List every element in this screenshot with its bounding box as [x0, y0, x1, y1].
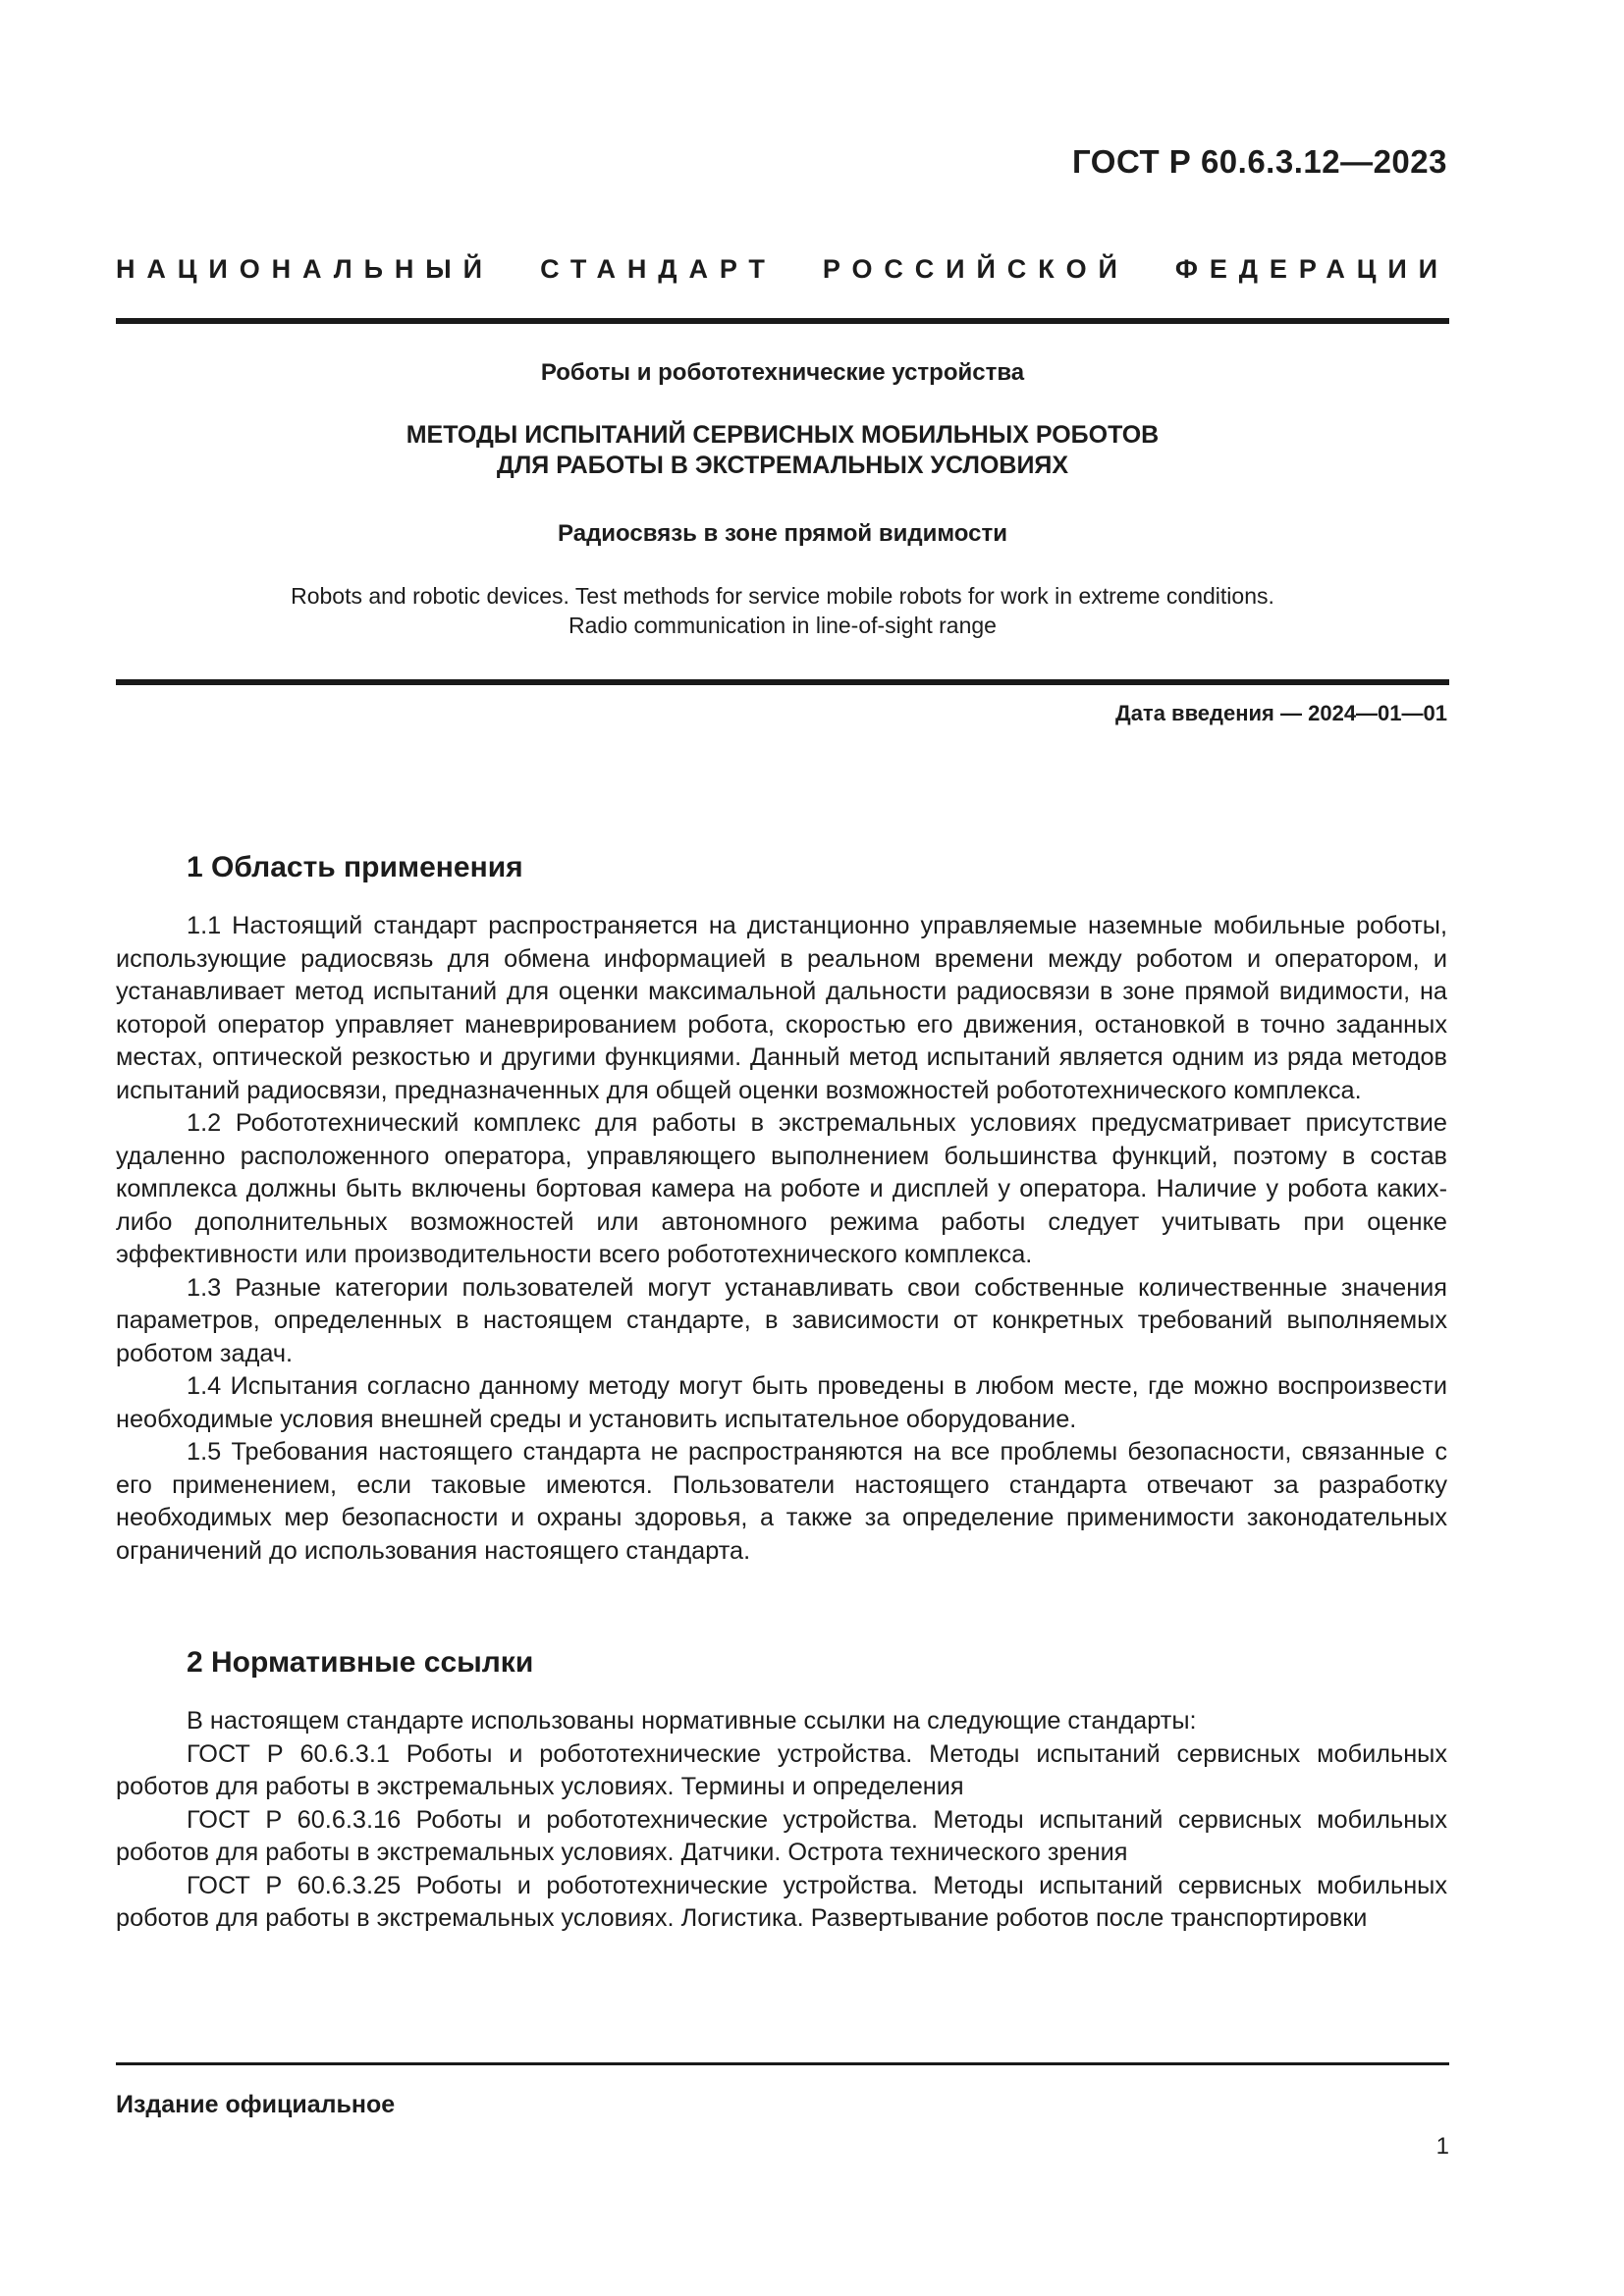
reference-item: ГОСТ Р 60.6.3.16 Роботы и робототехнические устройства. Методы испытаний сервисных мобильных роботов для работы в экстремальных условиях. Датчики. Острота технического зрения	[116, 1805, 1447, 1866]
reference-item: ГОСТ Р 60.6.3.1 Роботы и робототехнические устройства. Методы испытаний сервисных мобильных роботов для работы в экстремальных условиях. Термины и определения	[116, 1739, 1447, 1800]
subtitle: Радиосвязь в зоне прямой видимости	[558, 520, 1007, 547]
main-title	[116, 420, 1449, 481]
paragraph: 1.2 Робототехнический комплекс для работы в экстремальных условиях предусматривает присутствие удаленно расположенного оператора, управляющего выполнением большинства функций, поэтому в состав комплекса должны быть включены бортовая камера на роботе и дисплей у оператора. Наличие у робота каких-либо дополнительных возможностей или автономного режима работы следует учитывать при оценке эффективности или производительности всего робототехнического комплекса.	[116, 1109, 1447, 1268]
title-rule	[116, 679, 1449, 685]
reference-item: ГОСТ Р 60.6.3.25 Роботы и робототехнические устройства. Методы испытаний сервисных мобильных роботов для работы в экстремальных условиях. Логистика. Развертывание роботов после транспортировки	[116, 1871, 1447, 1932]
paragraph: 1.3 Разные категории пользователей могут устанавливать свои собственные количественные значения параметров, определенных в настоящем стандарте, в зависимости от конкретных требований выполняемых роботом задач.	[116, 1273, 1447, 1367]
footer-rule	[116, 2062, 1449, 2065]
english-title	[116, 581, 1449, 640]
english-title-line-2: Radio communication in line-of-sight range	[568, 613, 997, 638]
section-heading-references: 2 Нормативные ссылки	[187, 1646, 534, 1679]
header-rule	[116, 318, 1449, 324]
page-number: 1	[1435, 2133, 1449, 2160]
english-title-line-1: Robots and robotic devices. Test methods for service mobile robots for work in extreme conditions.	[291, 583, 1274, 609]
section-body-scope	[116, 910, 1447, 1568]
paragraph: 1.1 Настоящий стандарт распространяется на дистанционно управляемые наземные мобильные роботы, использующие радиосвязь для обмена информацией в реальном времени между роботом и оператором, и устанавливает метод испытаний для оценки максимальной дальности радиосвязи в зоне прямой видимости, на которой оператор управляет маневрированием робота, скоростью его движения, остановкой в точно заданных местах, оптической резкостью и другими функциями. Данный метод испытаний является одним из ряда методов испытаний радиосвязи, предназначенных для общей оценки возможностей робототехнического комплекса.	[116, 912, 1447, 1104]
introduction-date: Дата введения — 2024—01—01	[1115, 701, 1447, 725]
official-edition-label: Издание официальное	[116, 2091, 396, 2118]
standard-banner: НАЦИОНАЛЬНЫЙ СТАНДАРТ РОССИЙСКОЙ ФЕДЕРАЦИИ	[116, 254, 1449, 284]
section-heading-scope: 1 Область применения	[187, 851, 523, 883]
paragraph: 1.4 Испытания согласно данному методу могут быть проведены в любом месте, где можно воспроизвести необходимые условия внешней среды и установить испытательное оборудование.	[116, 1372, 1447, 1433]
series-title: Роботы и робототехнические устройства	[540, 359, 1025, 386]
paragraph: 1.5 Требования настоящего стандарта не распространяются на все проблемы безопасности, связанные с его применением, если таковые имеются. Пользователи настоящего стандарта отвечают за разработку необходимых мер безопасности и охраны здоровья, а также за определение применимости законодательных ограничений до использования настоящего стандарта.	[116, 1438, 1447, 1565]
main-title-line-2: ДЛЯ РАБОТЫ В ЭКСТРЕМАЛЬНЫХ УСЛОВИЯХ	[496, 452, 1069, 479]
document-number: ГОСТ Р 60.6.3.12—2023	[1072, 143, 1447, 180]
main-title-line-1: МЕТОДЫ ИСПЫТАНИЙ СЕРВИСНЫХ МОБИЛЬНЫХ РОБОТОВ	[406, 421, 1160, 449]
section-body-references	[116, 1705, 1447, 1936]
paragraph: В настоящем стандарте использованы нормативные ссылки на следующие стандарты:	[187, 1707, 1197, 1735]
